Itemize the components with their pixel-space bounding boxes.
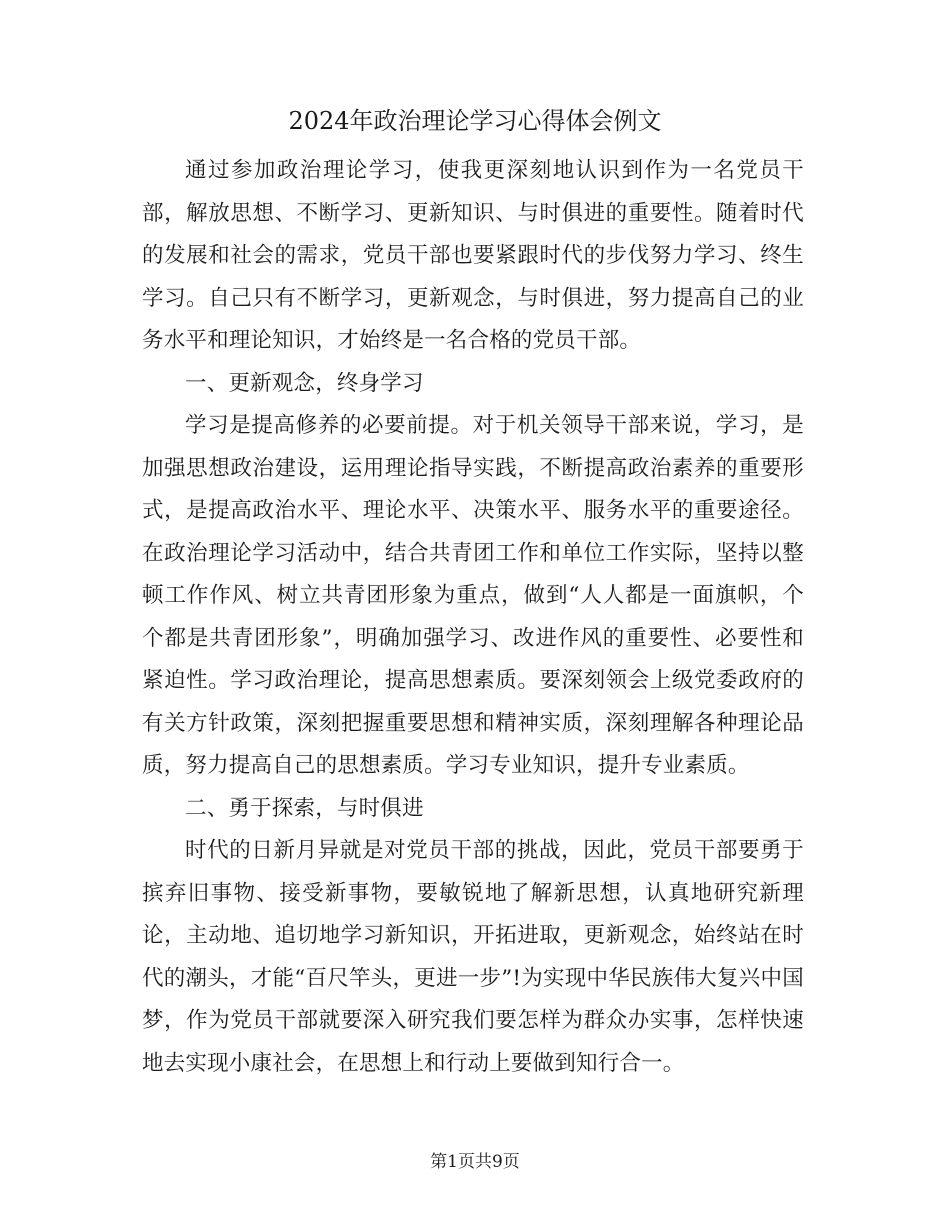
document-title: 2024年政治理论学习心得体会例文 xyxy=(288,107,662,135)
page-number-footer: 第1页共9页 xyxy=(430,1152,520,1172)
section-heading-2: 二、勇于探索，与时俱进 xyxy=(185,795,424,821)
document-body xyxy=(142,150,804,1085)
paragraph-intro: 通过参加政治理论学习，使我更深刻地认识到作为一名党员干部，解放思想、不断学习、更新知识、与时俱进的重要性。随着时代的发展和社会的需求，党员干部也要紧跟时代的步伐努力学习、终生学习。自己只有不断学习，更新观念，与时俱进，努力提高自己的业务水平和理论知识，才始终是一名合格的党员干部。 xyxy=(142,158,804,353)
section-heading-1: 一、更新观念，终身学习 xyxy=(185,370,424,396)
paragraph-section-2: 时代的日新月异就是对党员干部的挑战，因此，党员干部要勇于摈弃旧事物、接受新事物，要敏锐地了解新思想，认真地研究新理论，主动地、追切地学习新知识，开拓进取，更新观念，始终站在时代的潮头，才能“百尺竿头，更进一步”!为实现中华民族伟大复兴中国梦，作为党员干部就要深入研究我们要怎样为群众办实事，怎样快速地去实现小康社会，在思想上和行动上要做到知行合一。 xyxy=(142,838,804,1076)
paragraph-section-1: 学习是提高修养的必要前提。对于机关领导干部来说，学习，是加强思想政治建设，运用理论指导实践，不断提高政治素养的重要形式，是提高政治水平、理论水平、决策水平、服务水平的重要途径。在政治理论学习活动中，结合共青团工作和单位工作实际，坚持以整顿工作作风、树立共青团形象为重点，做到“人人都是一面旗帜，个个都是共青团形象”，明确加强学习、改进作风的重要性、必要性和紧迫性。学习政治理论，提高思想素质。要深刻领会上级党委政府的有关方针政策，深刻把握重要思想和精神实质，深刻理解各种理论品质，努力提高自己的思想素质。学习专业知识，提升专业素质。 xyxy=(142,413,804,778)
